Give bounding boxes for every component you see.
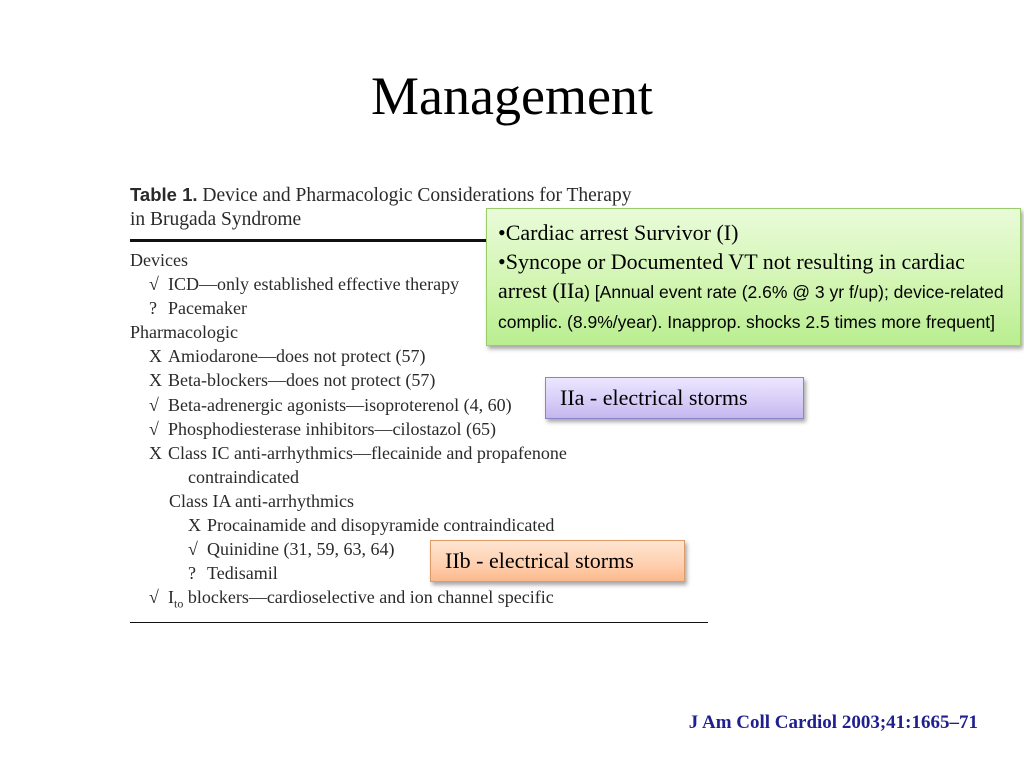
table-caption-text-line2: in Brugada Syndrome bbox=[130, 209, 302, 230]
row-symbol: X bbox=[149, 442, 162, 463]
row-text: Class IA anti-arrhythmics bbox=[169, 490, 354, 511]
row-text: Devices bbox=[130, 250, 188, 270]
row-symbol: √ bbox=[149, 418, 159, 439]
table-row bbox=[130, 441, 708, 465]
row-symbol: X bbox=[149, 370, 162, 391]
iib-callout: IIb - electrical storms bbox=[430, 540, 685, 582]
recommendation-item-2-text: Syncope or Documented VT not resulting in cardiac arrest (IIa bbox=[498, 249, 965, 303]
row-text: Beta-blockers—does not protect (57) bbox=[168, 370, 436, 391]
table-row bbox=[130, 513, 708, 537]
table-row bbox=[130, 417, 708, 441]
row-symbol: ? bbox=[149, 298, 157, 319]
row-prefix: I bbox=[168, 587, 174, 608]
iia-callout: IIa - electrical storms bbox=[545, 377, 804, 419]
table-caption-label: Table 1. bbox=[130, 184, 198, 205]
row-text: blockers—cardioselective and ion channel specific bbox=[183, 587, 554, 608]
recommendation-item-2-detail: ) [Annual event rate (2.6% @ 3 yr f/up); device-related complic. (8.9%/year). Inapprop. shocks 2.5 times more frequent] bbox=[498, 282, 1004, 332]
row-text: Phosphodiesterase inhibitors—cilostazol (65) bbox=[168, 418, 496, 439]
table-row bbox=[130, 465, 708, 489]
row-subscript: to bbox=[174, 596, 184, 611]
row-text: Pharmacologic bbox=[130, 322, 238, 343]
row-text: Procainamide and disopyramide contraindicated bbox=[207, 515, 555, 536]
table-row bbox=[130, 489, 708, 513]
row-text: Pacemaker bbox=[168, 298, 247, 319]
citation: J Am Coll Cardiol 2003;41:1665–71 bbox=[688, 712, 978, 733]
row-text: Beta-adrenergic agonists—isoproterenol (4, 60) bbox=[168, 394, 512, 415]
table-row bbox=[130, 344, 708, 368]
row-text: Class IC anti-arrhythmics—flecainide and propafenone bbox=[168, 442, 567, 463]
recommendation-item-1 bbox=[498, 218, 1010, 247]
row-text: ICD—only established effective therapy bbox=[168, 274, 460, 295]
table-row-last bbox=[130, 585, 708, 616]
row-symbol: X bbox=[188, 515, 201, 536]
row-text: Tedisamil bbox=[207, 563, 278, 584]
row-symbol: √ bbox=[149, 274, 159, 295]
row-text: Amiodarone—does not protect (57) bbox=[168, 346, 426, 367]
slide-title: Management bbox=[371, 66, 653, 126]
row-symbol: √ bbox=[149, 394, 159, 415]
bullet: • bbox=[498, 249, 506, 274]
row-symbol: √ bbox=[149, 587, 159, 608]
bullet: • bbox=[498, 220, 506, 245]
row-symbol: ? bbox=[188, 563, 196, 584]
recommendation-item-2 bbox=[498, 247, 1010, 336]
recommendation-box bbox=[486, 208, 1021, 346]
row-symbol: √ bbox=[188, 539, 198, 560]
row-symbol: X bbox=[149, 346, 162, 367]
recommendation-item-1-text: Cardiac arrest Survivor (I) bbox=[505, 220, 739, 245]
row-text: Quinidine (31, 59, 63, 64) bbox=[207, 539, 395, 560]
table-caption-text: Device and Pharmacologic Considerations for Therapy bbox=[202, 185, 632, 206]
row-text: contraindicated bbox=[188, 466, 299, 487]
